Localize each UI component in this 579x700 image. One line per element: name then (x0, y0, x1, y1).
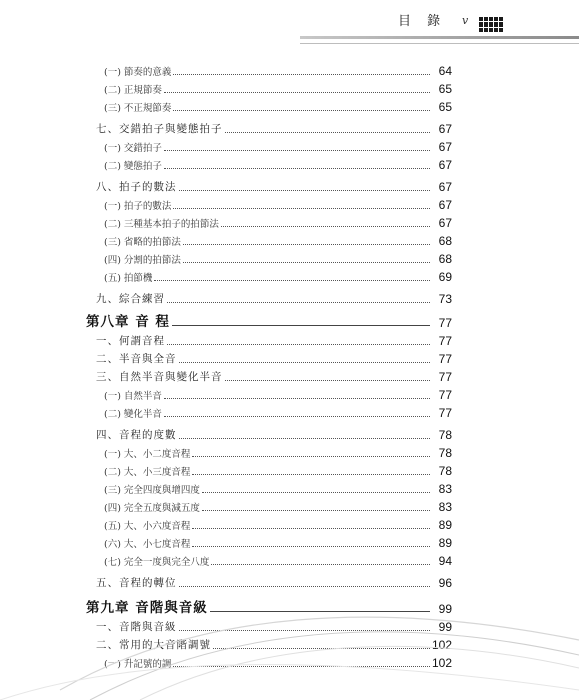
toc-entry-label: (一) 交錯拍子 (104, 143, 162, 154)
toc-entry-label: (二) 變化半音 (104, 409, 162, 420)
toc-entry-page: 77 (438, 406, 452, 420)
toc-entry-label: (二) 三種基本拍子的拍節法 (104, 219, 219, 230)
toc-entry-label: (四) 完全五度與減五度 (104, 503, 200, 514)
toc-entry-page: 77 (438, 334, 452, 348)
toc-subsection-entry (104, 552, 452, 568)
dot-leader (172, 324, 430, 326)
toc-entry-label: 二、常用的大音階調號 (96, 639, 211, 651)
dot-leader (183, 243, 430, 245)
toc-entry-label: 五、音程的轉位 (96, 577, 177, 589)
toc-entry-page: 67 (438, 216, 452, 230)
toc-entry-page: 96 (438, 576, 452, 590)
toc-entry-page: 102 (431, 638, 452, 652)
toc-subsection-entry (104, 196, 452, 212)
toc-entry-label: (二) 正規節奏 (104, 85, 162, 96)
toc-section-entry (96, 574, 452, 590)
toc-entry-label: 二、半音與全音 (96, 353, 177, 365)
toc-subsection-entry (104, 462, 452, 478)
toc-entry-page: 89 (438, 518, 452, 532)
toc-entry-page: 64 (438, 64, 452, 78)
toc-subsection-entry (104, 214, 452, 230)
toc-entry-page: 99 (438, 602, 452, 616)
toc-entry-page: 83 (438, 482, 452, 496)
toc-subsection-entry (104, 138, 452, 154)
dot-leader (179, 361, 431, 363)
dot-leader (154, 279, 430, 281)
toc-entry-page: 67 (438, 140, 452, 154)
toc-section-entry (96, 636, 452, 652)
toc-entry-label: 八、拍子的數法 (96, 181, 177, 193)
toc-subsection-entry (104, 268, 452, 284)
toc-section-entry (96, 368, 452, 384)
dot-leader (164, 167, 430, 169)
toc-entry-label: (三) 完全四度與增四度 (104, 485, 200, 496)
toc-entry-page: 83 (438, 500, 452, 514)
toc-entry-page: 68 (438, 234, 452, 248)
toc-entry-label: (五) 拍節機 (104, 273, 153, 284)
dot-leader (192, 473, 430, 475)
toc-section-entry (96, 350, 452, 366)
dot-leader (192, 545, 430, 547)
dot-leader (225, 379, 431, 381)
toc-entry-label: 四、音程的度數 (96, 429, 177, 441)
toc-entry-label: (二) 大、小三度音程 (104, 467, 191, 478)
toc-entry-page: 69 (438, 270, 452, 284)
dot-leader (179, 629, 431, 631)
dot-leader (221, 225, 430, 227)
toc-entry-label: (四) 分割的拍節法 (104, 255, 181, 266)
dot-leader (179, 437, 431, 439)
toc-entry-page: 78 (438, 428, 452, 442)
toc-entry-label: 九、綜合練習 (96, 293, 165, 305)
dot-leader (213, 647, 430, 649)
dot-leader (164, 91, 430, 93)
toc-section-entry (96, 120, 452, 136)
toc-entry-page: 94 (438, 554, 452, 568)
dot-leader (164, 397, 430, 399)
toc-entry-label: (三) 不正規節奏 (104, 103, 172, 114)
toc-subsection-entry (104, 404, 452, 420)
toc-entry-page: 78 (438, 464, 452, 478)
toc-section-entry (96, 178, 452, 194)
dot-leader (173, 109, 430, 111)
toc-subsection-entry (104, 386, 452, 402)
toc-entry-label: (一) 升記號的調 (104, 659, 172, 670)
toc-entry-page: 65 (438, 100, 452, 114)
toc-subsection-entry (104, 232, 452, 248)
toc-entry-page: 77 (438, 316, 452, 330)
toc-subsection-entry (104, 80, 452, 96)
toc-section-entry (96, 332, 452, 348)
toc-subsection-entry (104, 62, 452, 78)
toc-subsection-entry (104, 480, 452, 496)
toc-entry-page: 65 (438, 82, 452, 96)
toc-entry-page: 67 (438, 180, 452, 194)
dot-leader (173, 73, 430, 75)
dot-leader (192, 455, 430, 457)
toc-entry-label: (二) 變態拍子 (104, 161, 162, 172)
dot-leader (164, 415, 430, 417)
toc-entry-label: 一、何謂音程 (96, 335, 165, 347)
dot-leader (167, 343, 430, 345)
dot-leader (210, 610, 430, 612)
toc-entry-label: 第九章 音階與音級 (86, 600, 208, 616)
toc-entry-label: 三、自然半音與變化半音 (96, 371, 223, 383)
toc-subsection-entry (104, 654, 452, 670)
toc-entry-page: 89 (438, 536, 452, 550)
dot-leader (179, 189, 431, 191)
toc-subsection-entry (104, 534, 452, 550)
toc-entry-page: 78 (438, 446, 452, 460)
toc-entry-page: 99 (438, 620, 452, 634)
dot-leader (173, 665, 430, 667)
toc-entry-page: 102 (431, 656, 452, 670)
toc-entry-label: 一、音階與音級 (96, 621, 177, 633)
toc-subsection-entry (104, 444, 452, 460)
header-title: 目 錄 (398, 14, 447, 29)
toc-entry-label: (一) 大、小二度音程 (104, 449, 191, 460)
toc-section-entry (96, 426, 452, 442)
dot-leader (167, 301, 430, 303)
toc-section-entry (96, 618, 452, 634)
toc-entry-label: (六) 大、小七度音程 (104, 539, 191, 550)
toc-entry-label: (五) 大、小六度音程 (104, 521, 191, 532)
toc-subsection-entry (104, 156, 452, 172)
dot-leader (202, 509, 430, 511)
toc-entry-page: 77 (438, 388, 452, 402)
dot-leader (179, 585, 431, 587)
toc-subsection-entry (104, 516, 452, 532)
toc-entry-page: 67 (438, 158, 452, 172)
dot-leader (202, 491, 430, 493)
toc-entry-label: 七、交錯拍子與變態拍子 (96, 123, 223, 135)
toc-entry-label: (一) 拍子的數法 (104, 201, 172, 212)
toc-entry-label: (三) 省略的拍節法 (104, 237, 181, 248)
dot-leader (164, 149, 430, 151)
toc-entry-page: 68 (438, 252, 452, 266)
dot-leader (183, 261, 430, 263)
toc-chapter-entry (86, 314, 452, 330)
toc-entry-page: 67 (438, 198, 452, 212)
toc-entry-page: 67 (438, 122, 452, 136)
toc-entry-label: 第八章 音 程 (86, 314, 170, 330)
dot-leader (173, 207, 430, 209)
dot-leader (225, 131, 431, 133)
toc-entry-page: 77 (438, 352, 452, 366)
dot-leader (211, 563, 430, 565)
toc-entry-label: (一) 自然半音 (104, 391, 162, 402)
toc-entry-label: (七) 完全一度與完全八度 (104, 557, 210, 568)
toc-subsection-entry (104, 498, 452, 514)
toc-section-entry (96, 290, 452, 306)
dot-leader (192, 527, 430, 529)
header-page-number: v (462, 14, 469, 27)
toc-subsection-entry (104, 98, 452, 114)
toc-entry-page: 73 (438, 292, 452, 306)
toc-subsection-entry (104, 250, 452, 266)
toc-chapter-entry (86, 600, 452, 616)
toc-entry-page: 77 (438, 370, 452, 384)
toc-entry-label: (一) 節奏的意義 (104, 67, 172, 78)
